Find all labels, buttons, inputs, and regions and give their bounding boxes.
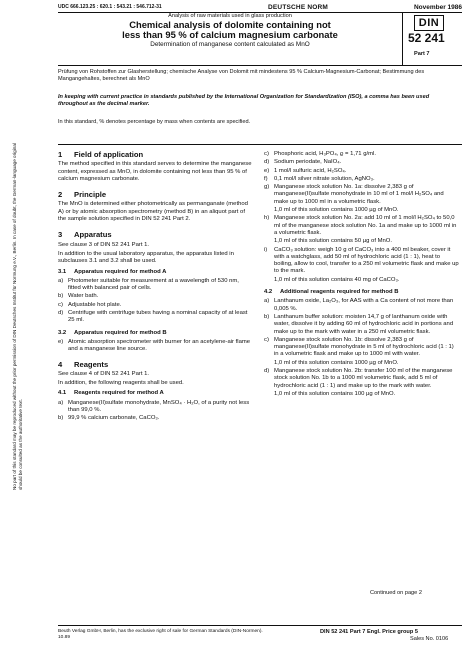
- item-text: Lanthanum oxide, La₂O₃, for AAS with a Ca content of not more than 0,005 %.: [274, 298, 454, 312]
- document-subject: Analysis of raw materials used in glass production: [168, 13, 292, 19]
- apparatus-item: [58, 302, 253, 309]
- reagent-item: [264, 391, 459, 398]
- reagent-item: [264, 238, 459, 245]
- title-line-2: less than 95 % of calcium magnesium carbonate: [122, 29, 338, 40]
- item-text: 1,0 ml of this solution contains 100 µg of MnO.: [274, 390, 396, 397]
- item-label: d): [264, 159, 270, 166]
- reagent-item: [264, 207, 459, 214]
- footer-rule: [58, 625, 462, 626]
- iso-decimal-note: In keeping with current practice in standards published by the International Organization for Standardization (ISO), a comma has been used throughout as the decimal marker.: [58, 94, 430, 107]
- item-label: c): [264, 151, 269, 157]
- reagent-item: [264, 368, 459, 390]
- item-text: Lanthanum buffer solution: moisten 14,7 g of lanthanum oxide with water, dissolve it by adding 60 ml of hydrochloric acid in portions and make up to the mark with water in a 250 ml volumetric flask.: [274, 313, 454, 335]
- din-number-box: [402, 12, 462, 65]
- document-reference: DIN 52 241 Part 7 Engl. Price group 5: [320, 629, 418, 635]
- percent-note: In this standard, % denotes percentage by mass when contents are specified.: [58, 119, 251, 125]
- din-part: Part 7: [414, 51, 430, 57]
- reagent-item: [264, 176, 459, 183]
- item-text: 1,0 ml of this solution contains 40 mg of CaCO₃.: [274, 276, 400, 283]
- item-label: g): [264, 184, 270, 191]
- reagent-list-b: [264, 298, 459, 398]
- item-text: 0,1 mol/l silver nitrate solution, AgNO₃.: [274, 175, 375, 182]
- copyright-side-note: [2, 130, 50, 490]
- item-label: d): [264, 368, 270, 375]
- din-logo: DIN: [414, 15, 444, 31]
- reagent-item: [264, 184, 459, 206]
- publisher-note: Beuth Verlag GmbH, Berlin, has the exclusive right of sale for German Standards (DIN-Normen).: [58, 629, 263, 634]
- item-label: b): [264, 313, 270, 320]
- side-note-text: No part of this standard may be reproduced without the prior permission of DIN Deutsches Institut für Normung e.V., Berlin. In case of doubt, the German-language original should be consulted as the authoritative text.: [12, 143, 23, 490]
- reagent-item: [264, 151, 459, 158]
- item-text: 1,0 ml of this solution contains 50 µg of MnO.: [274, 238, 392, 245]
- udc-code: UDC 666.123.25 : 620.1 : 543.21 : 546.712-31: [58, 4, 162, 10]
- item-label: c): [58, 301, 63, 308]
- title-block: [58, 12, 402, 65]
- item-label: e): [264, 167, 270, 174]
- item-label: a): [58, 399, 64, 406]
- item-text: CaCO₃ solution: weigh 10 g of CaCO₃ into a 400 ml beaker, cover it with a watchglass, add 50 ml of hydrochloric acid (1 : 1), heat to boiling, allow to cool, transfer to a 250 ml volumetric flask and make up to the mark.: [274, 246, 459, 275]
- footer-left: [58, 629, 263, 641]
- reagent-item: [264, 298, 459, 313]
- item-text: 99,9 % calcium carbonate, CaCO₃.: [68, 415, 160, 422]
- left-column: [58, 151, 253, 424]
- continued-note: Continued on page 2: [370, 590, 422, 596]
- item-text: Manganese stock solution No. 1a: dissolve 2,383 g of manganese(II)sulfate monohydrate in 10 ml of 1 mol/l H₂SO₄ and make up to 1000 ml in a volumetric flask.: [274, 184, 444, 205]
- issue-date: November 1986: [413, 4, 462, 11]
- reagent-item: [58, 415, 253, 422]
- norm-label: DEUTSCHE NORM: [268, 4, 329, 11]
- item-label: c): [264, 336, 269, 343]
- section-3-text-2: In addition to the usual laboratory apparatus, the apparatus listed in subclauses 3.1 and 3.2 shall be used.: [58, 250, 234, 265]
- item-text: Adjustable hot plate.: [68, 301, 122, 308]
- item-text: 1,0 ml of this solution contains 1000 µg of MnO.: [274, 359, 399, 366]
- section-2-heading: 2 Principle: [58, 190, 107, 200]
- footer-right: [320, 629, 448, 642]
- section-2-text: The MnO is determined either photometrically as permanganate (method A) or by atomic absorption spectrometry (method B) in an aliquot part of the sample solution specified in DIN 52 241 Part 2.: [58, 201, 248, 223]
- item-label: b): [58, 293, 64, 300]
- item-label: b): [58, 415, 64, 422]
- din-number: 52 241: [408, 31, 445, 45]
- apparatus-item: [58, 278, 253, 293]
- item-text: Manganese stock solution No. 2a: add 10 ml of 1 mol/l H₂SO₄ to 50,0 ml of the manganese stock solution No. 1a and make up to 1000 ml in a volumetric flask.: [274, 215, 457, 236]
- section-1-text: The method specified in this standard serves to determine the manganese content, expressed as MnO, in dolomite containing not less than 95 % of calcium magnesium carbonate.: [58, 161, 252, 182]
- section-4-text-2: In addition, the following reagents shall be used.: [58, 380, 184, 387]
- apparatus-item: [58, 339, 253, 354]
- item-label: a): [58, 277, 64, 284]
- document-title: [58, 20, 402, 40]
- item-label: h): [264, 215, 270, 222]
- section-4-heading: 4 Reagents: [58, 359, 109, 369]
- subsection-3-2-heading: 3.2 Apparatus required for method B: [58, 329, 167, 336]
- apparatus-item: [58, 293, 253, 300]
- reagent-item: [264, 360, 459, 367]
- reagent-item: [264, 168, 459, 175]
- item-text: Manganese stock solution No. 1b: dissolve 2,383 g of manganese(II)sulfate monohydrate in 5 ml of hydrochloric acid (1 : 1) in a volumetric flask and make up to 1000 ml with water.: [274, 336, 454, 358]
- item-text: Water bath.: [68, 293, 99, 300]
- item-text: Centrifuge with centrifuge tubes having a nominal capacity of at least 25 ml.: [68, 310, 248, 324]
- reagent-item: [264, 277, 459, 284]
- reagent-item: [264, 159, 459, 166]
- item-label: f): [264, 175, 268, 182]
- subsection-4-1-heading: 4.1 Reagents required for method A: [58, 390, 164, 397]
- subsection-4-2-heading: 4.2 Additional reagents required for method B: [264, 289, 399, 296]
- header-bottom-rule: [58, 65, 462, 66]
- reagent-item: [264, 215, 459, 237]
- apparatus-item: [58, 310, 253, 325]
- reagent-item: [264, 314, 459, 336]
- german-title: Prüfung von Rohstoffen zur Glasherstellung; chemische Analyse von Dolomit mit mindestens 95 % Calcium-Magnesium-Carbonat; Bestimmung des Mangangehaltes, berechnet als MnO: [58, 69, 425, 82]
- apparatus-list-a: [58, 278, 253, 325]
- item-text: Sodium periodate, NaIO₄.: [274, 159, 342, 166]
- item-text: Phosphoric acid, H₃PO₄, ϱ = 1,71 g/ml.: [274, 151, 376, 157]
- item-text: Photometer suitable for measurement at a wavelength of 530 nm, fitted with balanced pair of cells.: [68, 277, 239, 292]
- reagent-list-a-cont: [264, 151, 459, 284]
- subsection-3-1-heading: 3.1 Apparatus required for method A: [58, 268, 167, 275]
- item-label: d): [58, 310, 64, 317]
- sales-number: Sales No. 0106: [410, 635, 449, 642]
- section-1-heading: 1 Field of application: [58, 150, 144, 159]
- item-label: a): [264, 298, 270, 305]
- reagent-item: [264, 337, 459, 359]
- section-3-text-1: See clause 3 of DIN 52 241 Part 1.: [58, 241, 150, 248]
- right-column: [264, 151, 459, 399]
- item-text: 1 mol/l sulfuric acid, H₂SO₄.: [274, 167, 347, 174]
- title-line-1: Chemical analysis of dolomite containing not: [129, 19, 331, 30]
- item-text: Manganese(II)sulfate monohydrate, MnSO₄ · H₂O, of a purity not less than 99,0 %.: [68, 399, 250, 414]
- item-text: Manganese stock solution No. 2b: transfer 100 ml of the manganese stock solution No. 1b to a 1000 ml volumetric flask, add 5 ml of hydrochloric acid (1 : 1) and make up to the mark with water.: [274, 368, 453, 389]
- intro-rule: [58, 144, 462, 145]
- section-3-heading: 3 Apparatus: [58, 230, 112, 240]
- part-title: Determination of manganese content calculated as MnO: [150, 41, 310, 48]
- header-meta-row: [58, 4, 462, 12]
- reagent-item: [264, 247, 459, 276]
- item-text: 1,0 ml of this solution contains 1000 µg of MnO.: [274, 207, 399, 214]
- item-label: i): [264, 246, 268, 253]
- reagent-list-a: [58, 400, 253, 423]
- footer-code: 10.89: [58, 635, 71, 640]
- item-text: Atomic absorption spectrometer with burner for an acetylene-air flame and a manganese line source.: [68, 338, 251, 353]
- section-4-text-1: See clause 4 of DIN 52 241 Part 1.: [58, 370, 150, 377]
- apparatus-list-b: [58, 339, 253, 354]
- reagent-item: [58, 400, 253, 415]
- item-label: e): [58, 338, 64, 345]
